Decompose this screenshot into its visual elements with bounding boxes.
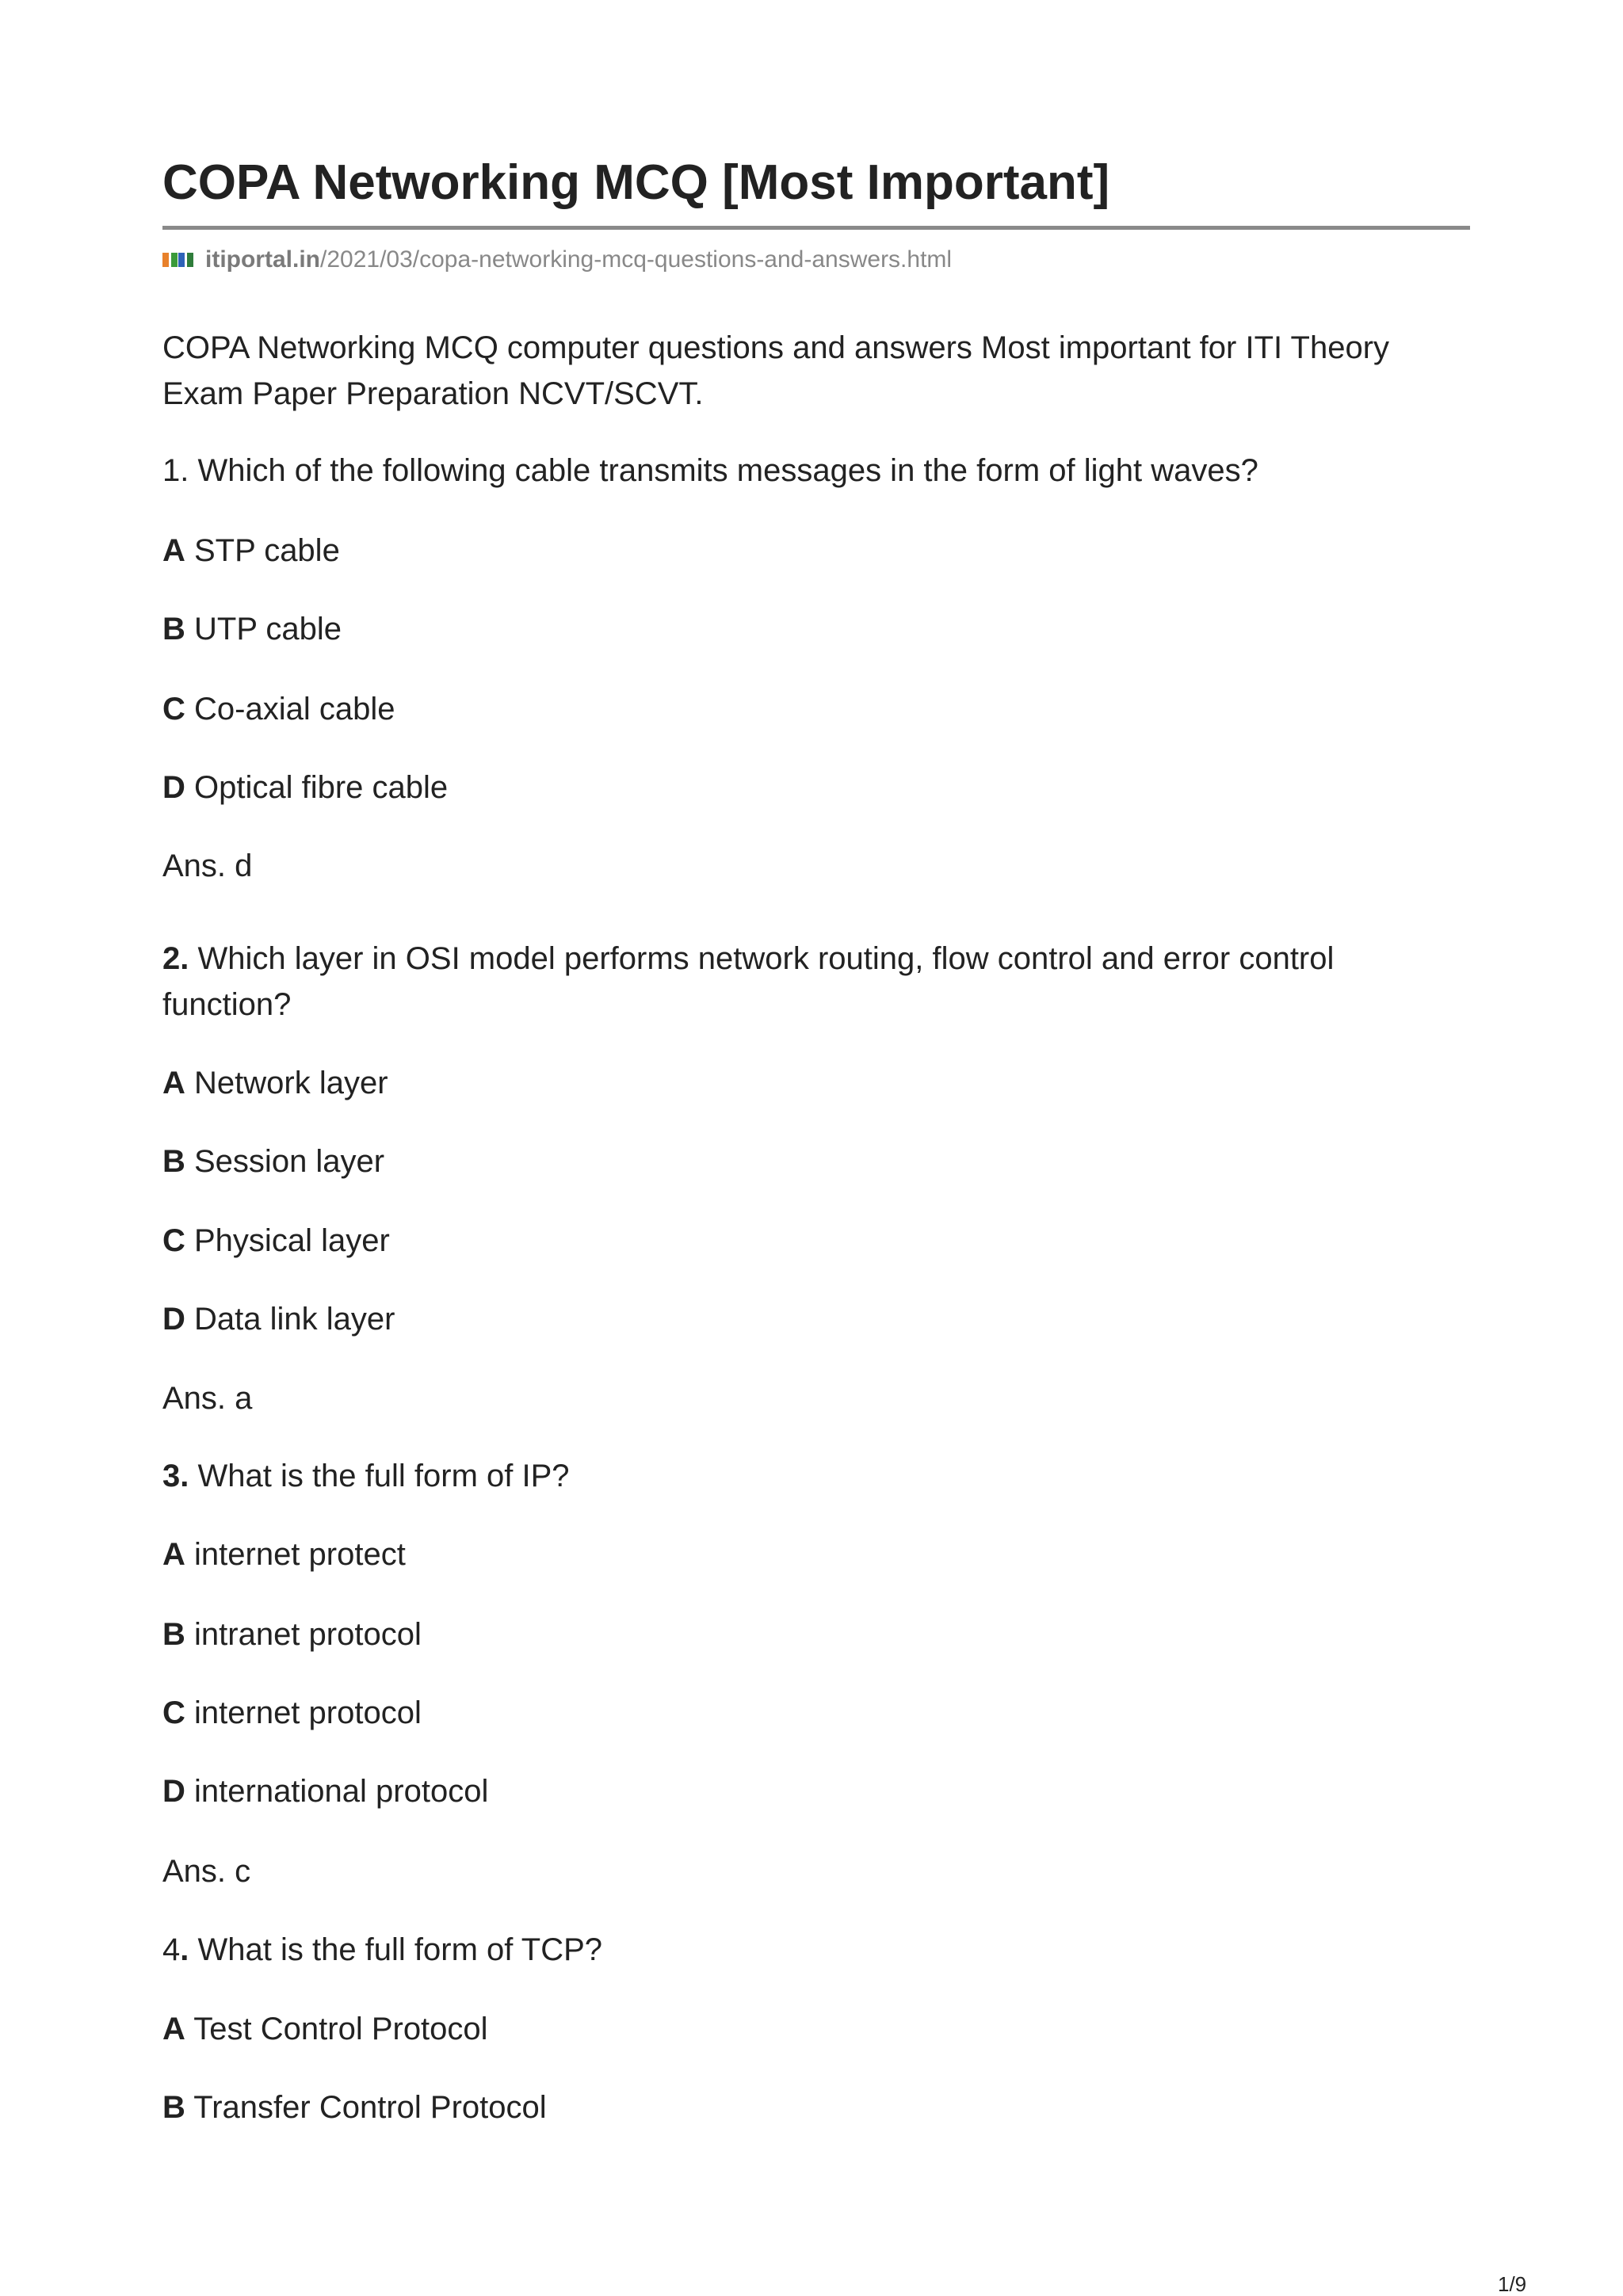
page-number: 1/9 [1498, 2272, 1527, 2296]
option-text: Co-axial cable [185, 692, 395, 727]
option-text: intranet protocol [185, 1617, 422, 1652]
option-letter: A [162, 1537, 185, 1572]
option-text: internet protect [185, 1537, 406, 1572]
itiportal-favicon-icon [162, 253, 194, 267]
option-letter: B [162, 1617, 185, 1652]
question-2-text: Which layer in OSI model performs network routing, flow control and error control function? [162, 941, 1335, 1022]
option-letter: A [162, 533, 185, 568]
question-3-text: What is the full form of IP? [189, 1459, 570, 1493]
question-4-option-b [162, 2084, 547, 2130]
option-text: Test Control Protocol [185, 2012, 488, 2046]
question-4-number-dot: . [180, 1932, 189, 1967]
question-3-option-d [162, 1768, 488, 1814]
question-1-number: 1. [162, 453, 189, 488]
question-2 [162, 936, 1470, 1028]
question-3-option-a [162, 1531, 406, 1577]
option-letter: D [162, 770, 185, 805]
option-letter: B [162, 612, 185, 646]
option-letter: C [162, 692, 185, 727]
option-text: Physical layer [185, 1223, 390, 1258]
question-2-option-a [162, 1060, 388, 1106]
question-4-number: 4 [162, 1932, 181, 1967]
option-letter: C [162, 1223, 185, 1258]
option-letter: B [162, 1144, 185, 1179]
question-2-option-d [162, 1296, 395, 1342]
question-3-answer: Ans. c [162, 1854, 251, 1889]
option-text: Session layer [185, 1144, 385, 1179]
option-text: Data link layer [185, 1302, 395, 1337]
option-letter: D [162, 1774, 185, 1809]
source-path[interactable]: /2021/03/copa-networking-mcq-questions-and-answers.html [320, 246, 953, 273]
option-text: UTP cable [185, 612, 342, 646]
option-text: international protocol [185, 1774, 489, 1809]
option-letter: A [162, 2012, 185, 2046]
option-letter: D [162, 1302, 185, 1337]
source-url[interactable] [162, 242, 952, 277]
question-1-text: Which of the following cable transmits messages in the form of light waves? [189, 453, 1258, 488]
question-4-text: What is the full form of TCP? [189, 1932, 603, 1967]
question-1-option-d [162, 765, 448, 810]
option-text: Optical fibre cable [185, 770, 449, 805]
question-2-number: 2. [162, 941, 189, 976]
option-text: STP cable [185, 533, 340, 568]
option-letter: B [162, 2090, 185, 2125]
option-text: internet protocol [185, 1695, 422, 1730]
question-1-option-b [162, 606, 342, 652]
question-3-number: 3. [162, 1459, 189, 1493]
option-text: Network layer [185, 1066, 388, 1100]
intro-paragraph: COPA Networking MCQ computer questions and answers Most important for ITI Theory Exam Paper Preparation NCVT/SCVT. [162, 330, 1390, 411]
option-letter: A [162, 1066, 185, 1100]
question-2-answer: Ans. a [162, 1381, 253, 1416]
question-2-option-b [162, 1138, 384, 1184]
option-text: Transfer Control Protocol [185, 2090, 547, 2125]
option-letter: C [162, 1695, 185, 1730]
question-3 [162, 1453, 570, 1499]
question-4-option-a [162, 2006, 488, 2052]
title-divider [162, 226, 1470, 230]
question-3-option-b [162, 1611, 422, 1657]
source-domain[interactable]: itiportal.in [205, 246, 320, 273]
question-1 [162, 448, 1258, 494]
question-1-option-a [162, 528, 340, 574]
question-3-option-c [162, 1690, 422, 1736]
page-title: COPA Networking MCQ [Most Important] [162, 155, 1110, 210]
question-4 [162, 1927, 602, 1973]
question-2-option-c [162, 1218, 390, 1264]
question-1-option-c [162, 686, 395, 732]
question-1-answer: Ans. d [162, 849, 253, 883]
